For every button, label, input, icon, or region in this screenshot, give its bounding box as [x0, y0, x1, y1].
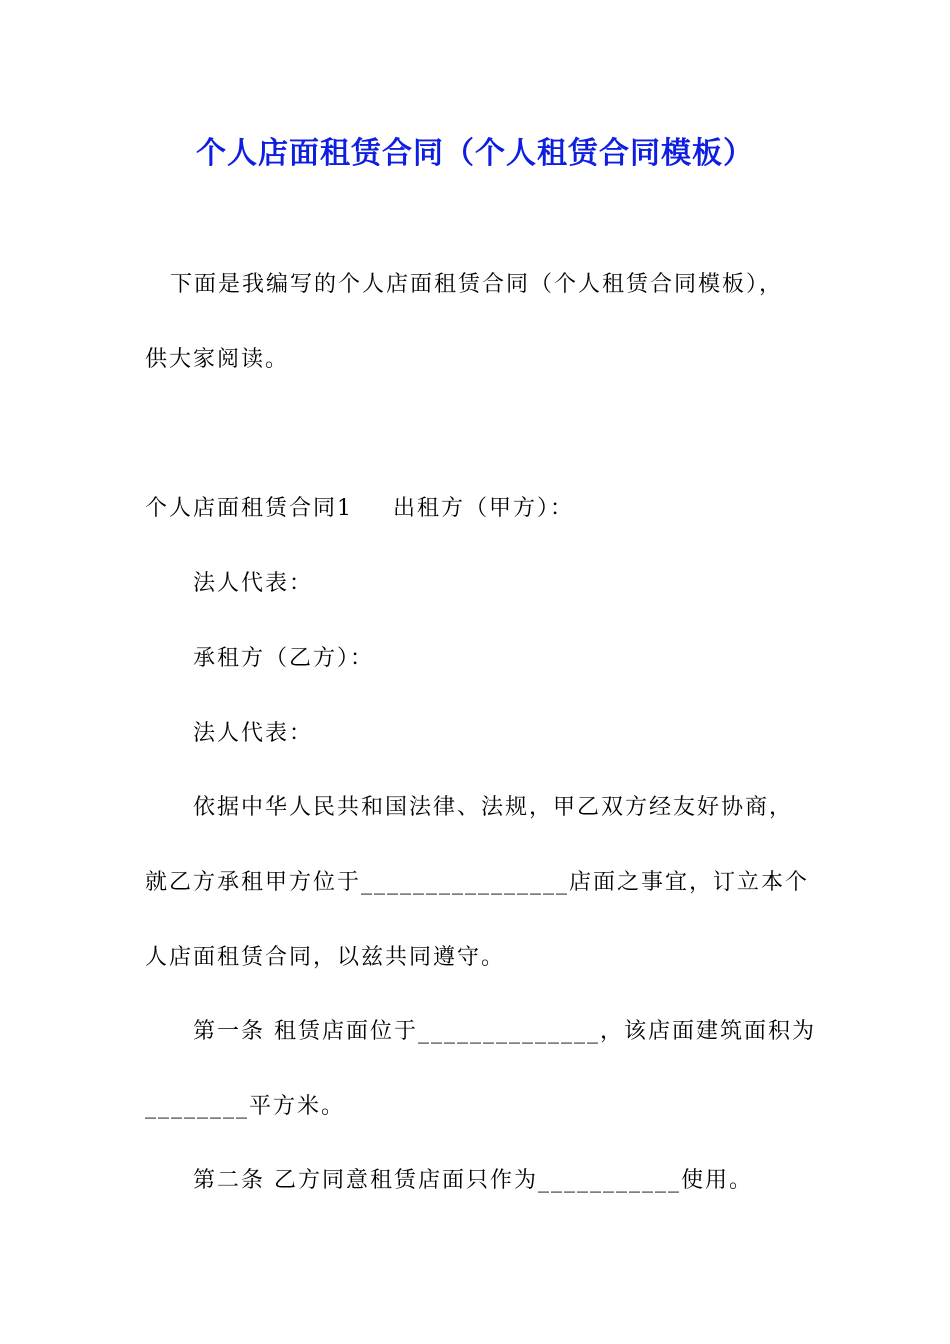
contract-heading	[145, 494, 574, 524]
contract-name: 个人店面租赁合同1	[145, 496, 353, 521]
preamble-line-2: 就乙方承租甲方位于________________店面之事宜，订立本个	[145, 870, 810, 895]
lessor-label: 出租方（甲方）：	[393, 496, 575, 521]
preamble-line-3: 人店面租赁合同，以兹共同遵守。	[145, 945, 506, 970]
lessee-representative: 法人代表：	[193, 721, 314, 746]
document-title: 个人店面租赁合同（个人租赁合同模板）	[196, 136, 754, 171]
intro-line-2: 供大家阅读。	[145, 347, 290, 372]
article-2-line-1: 第二条 乙方同意租赁店面只作为___________使用。	[193, 1168, 753, 1193]
intro-line-1: 下面是我编写的个人店面租赁合同（个人租赁合同模板），	[170, 272, 784, 297]
lessor-representative: 法人代表：	[193, 571, 314, 596]
article-1-line-1: 第一条 租赁店面位于______________，该店面建筑面积为	[193, 1019, 816, 1044]
article-1-line-2: ________平方米。	[145, 1094, 346, 1119]
preamble-line-1: 依据中华人民共和国法律、法规，甲乙双方经友好协商，	[193, 795, 794, 820]
lessee-label: 承租方（乙方）：	[193, 646, 375, 671]
